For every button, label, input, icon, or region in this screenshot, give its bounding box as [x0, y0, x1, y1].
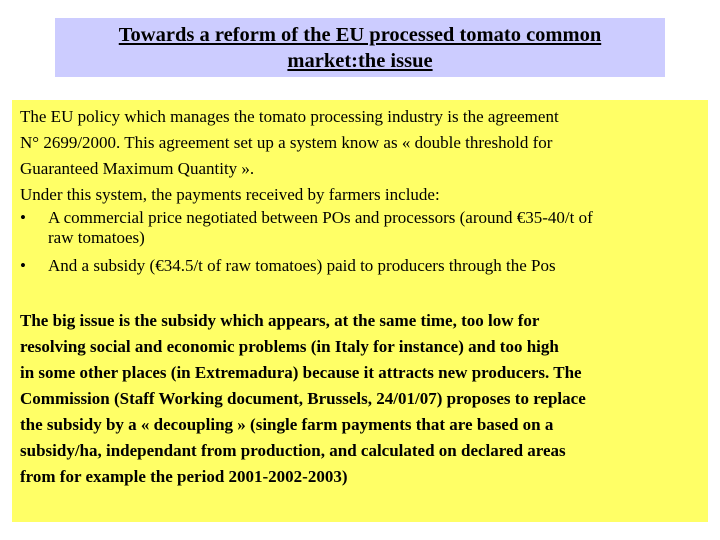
intro-paragraph: [20, 104, 559, 208]
issue-line: subsidy/ha, independant from production, and calculated on declared areas: [20, 441, 566, 460]
bullet-item: [20, 208, 593, 248]
bullet-list: [20, 208, 593, 284]
issue-line: the subsidy by a « decoupling » (single farm payments that are based on a: [20, 415, 554, 434]
issue-line: in some other places (in Extremadura) because it attracts new producers. The: [20, 363, 582, 382]
title-line-2: market:the issue: [287, 50, 433, 72]
intro-line: The EU policy which manages the tomato processing industry is the agreement: [20, 107, 559, 126]
issue-line: The big issue is the subsidy which appears, at the same time, too low for: [20, 311, 540, 330]
bullet-item: [20, 256, 593, 276]
bullet-line: A commercial price negotiated between POs and processors (around €35-40/t of: [48, 208, 593, 227]
content-box: [12, 100, 708, 522]
issue-line: from for example the period 2001-2002-2003): [20, 467, 348, 486]
issue-line: Commission (Staff Working document, Brussels, 24/01/07) proposes to replace: [20, 389, 586, 408]
intro-line: N° 2699/2000. This agreement set up a system know as « double threshold for: [20, 133, 553, 152]
bullet-icon: •: [20, 208, 26, 227]
slide-title: [55, 18, 665, 77]
bullet-icon: •: [20, 256, 26, 275]
intro-line: Guaranteed Maximum Quantity ».: [20, 159, 255, 178]
bullet-line: raw tomatoes): [48, 228, 145, 247]
intro-line: Under this system, the payments received by farmers include:: [20, 185, 440, 204]
title-line-1: Towards a reform of the EU processed tomato common: [118, 24, 602, 46]
bullet-line: And a subsidy (€34.5/t of raw tomatoes) paid to producers through the Pos: [48, 256, 556, 275]
issue-line: resolving social and economic problems (in Italy for instance) and too high: [20, 337, 559, 356]
issue-paragraph: [20, 308, 586, 490]
